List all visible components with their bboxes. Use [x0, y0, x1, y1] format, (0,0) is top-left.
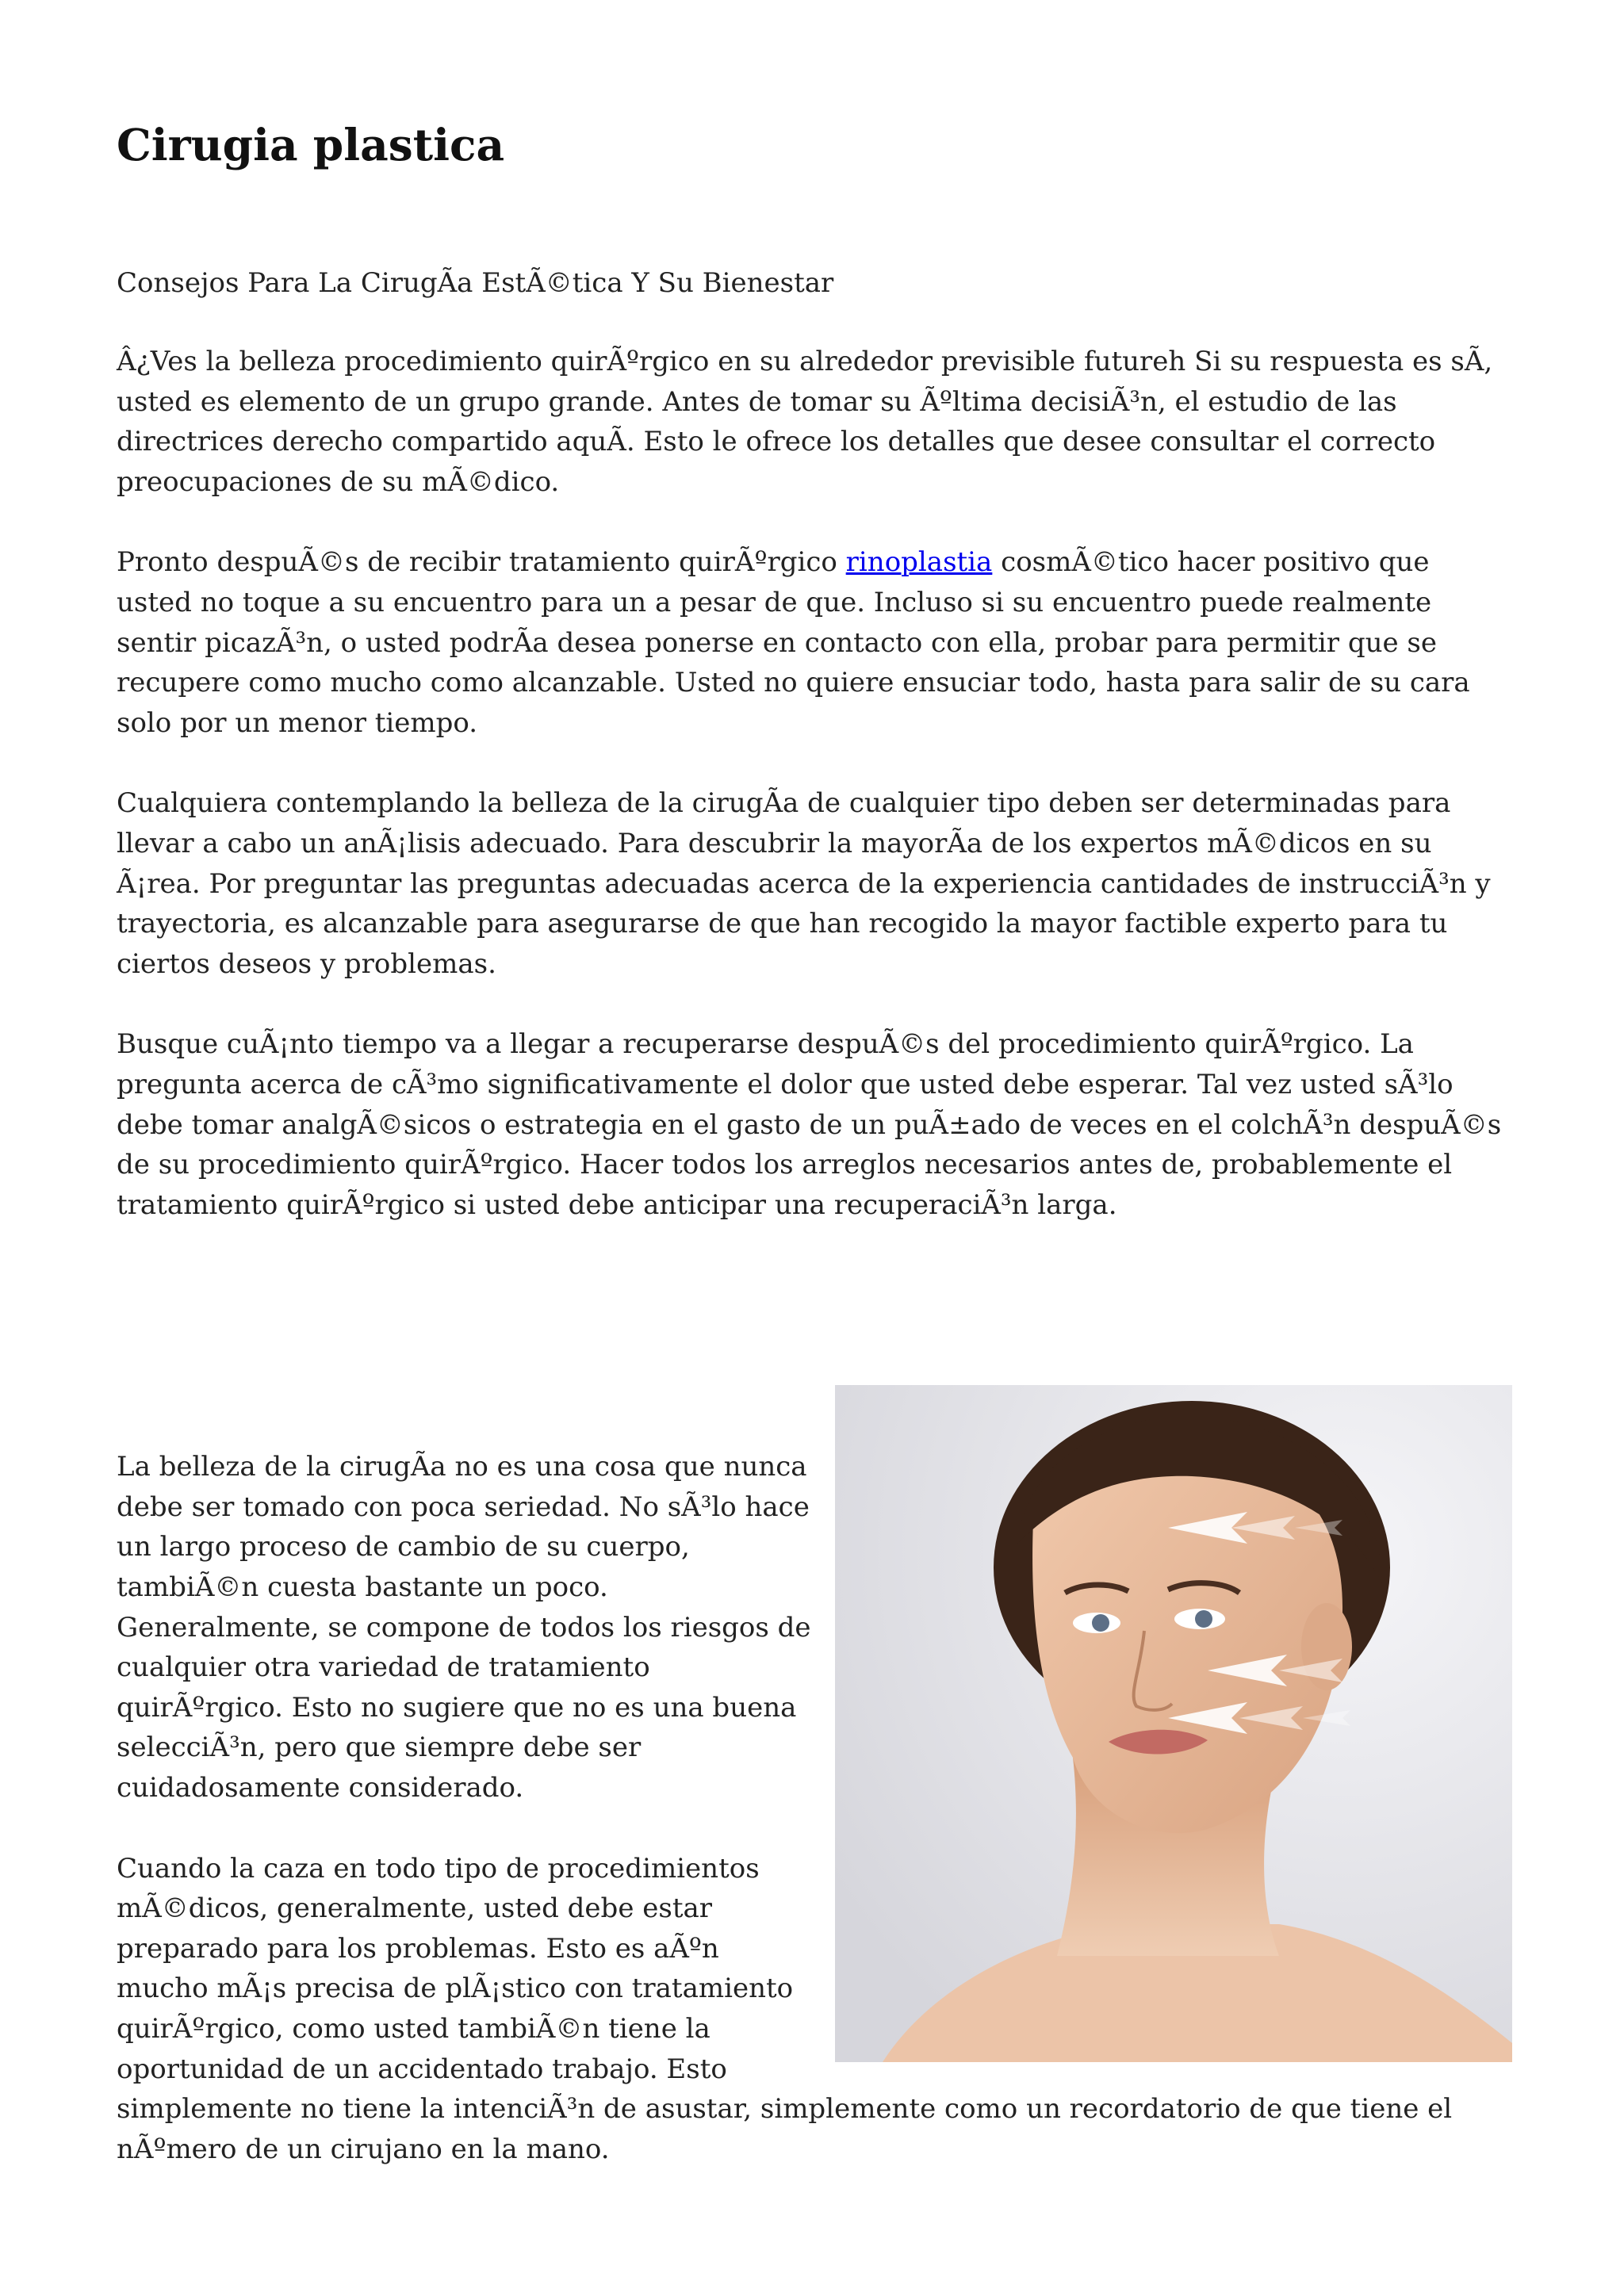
paragraph-5: La belleza de la cirugÃa no es una cosa que nunca debe ser tomado con poca seriedad. No sÃ³lo hace un largo proceso de cambio de su cuerpo, tambiÃ©n cuesta bastante un poco. Generalmente, se compone de todos los riesgos de cualquier otra variedad de tratamiento quirÃºrgico. Esto no sugiere que no es una buena selecciÃ³n, pero que siempre debe ser cuidadosamente considerado. [117, 1451, 811, 1804]
paragraph-2 [117, 542, 1512, 743]
paragraph-3: Cualquiera contemplando la belleza de la cirugÃa de cualquier tipo deben ser determinadas para llevar a cabo un anÃ¡lisis adecuado. Para descubrir la mayorÃa de los expertos mÃ©dicos en su Ã¡rea. Por preguntar las preguntas adecuadas acerca de la experiencia cantidades de instrucciÃ³n y trayectoria, es alcanzable para asegurarse de que han recogido la mayor factible experto para tu ciertos deseos y problemas. [117, 787, 1491, 980]
rinoplastia-link[interactable]: rinoplastia [845, 546, 993, 579]
paragraph-1: Â¿Ves la belleza procedimiento quirÃºrgico en su alrededor previsible futureh Si su respuesta es sÃ, usted es elemento de un grupo grande. Antes de tomar su Ãºltima decisiÃ³n, el estudio de las directrices derecho compartido aquÃ. Esto le ofrece los detalles que desee consultar el correcto preocupaciones de su mÃ©dico. [117, 346, 1493, 498]
page-title: Cirugia plastica [117, 119, 505, 170]
image-text-section [117, 1385, 1512, 2169]
paragraph-4: Busque cuÃ¡nto tiempo va a llegar a recuperarse despuÃ©s del procedimiento quirÃºrgico. La pregunta acerca de cÃ³mo significativamente el dolor que usted debe esperar. Tal vez usted sÃ³lo debe tomar analgÃ©sicos o estrategia en el gasto de un puÃ±ado de veces en el colchÃ³n despuÃ©s de su procedimiento quirÃºrgico. Hacer todos los arreglos necesarios antes de, probablemente el tratamiento quirÃºrgico si usted debe anticipar una recuperaciÃ³n larga. [117, 1028, 1502, 1221]
paragraph-2-text-end: cosmÃ©tico hacer positivo que usted no toque a su encuentro para un a pesar de que. Incluso si su encuentro puede realmente sentir picazÃ³n, o usted podrÃa desea ponerse en contacto con ella, probar para permitir que se recupere como mucho como alcanzable. Usted no quiere ensuciar todo, hasta para salir de su cara solo por un menor tiempo. [117, 546, 1470, 739]
paragraph-6: Cuando la caza en todo tipo de procedimientos mÃ©dicos, generalmente, usted debe estar preparado para los problemas. Esto es aÃºn mucho mÃ¡s precisa de plÃ¡stico con tratamiento quirÃºrgico, como usted tambiÃ©n tiene la oportunidad de un accidentado trabajo. Esto simplemente no tiene la intenciÃ³n de asustar, simplemente como un recordatorio de que tiene el nÃºmero de un cirujano en la mano. [117, 1852, 1453, 2165]
face-illustration [835, 1385, 1512, 2062]
paragraph-2-text-start: Pronto despuÃ©s de recibir tratamiento quirÃºrgico [117, 546, 846, 579]
woman-face-photo [835, 1385, 1512, 2062]
document-page [117, 119, 1512, 2210]
subtitle: Consejos Para La CirugÃa EstÃ©tica Y Su Bienestar [117, 267, 834, 299]
section-spacer [117, 1265, 1512, 1385]
